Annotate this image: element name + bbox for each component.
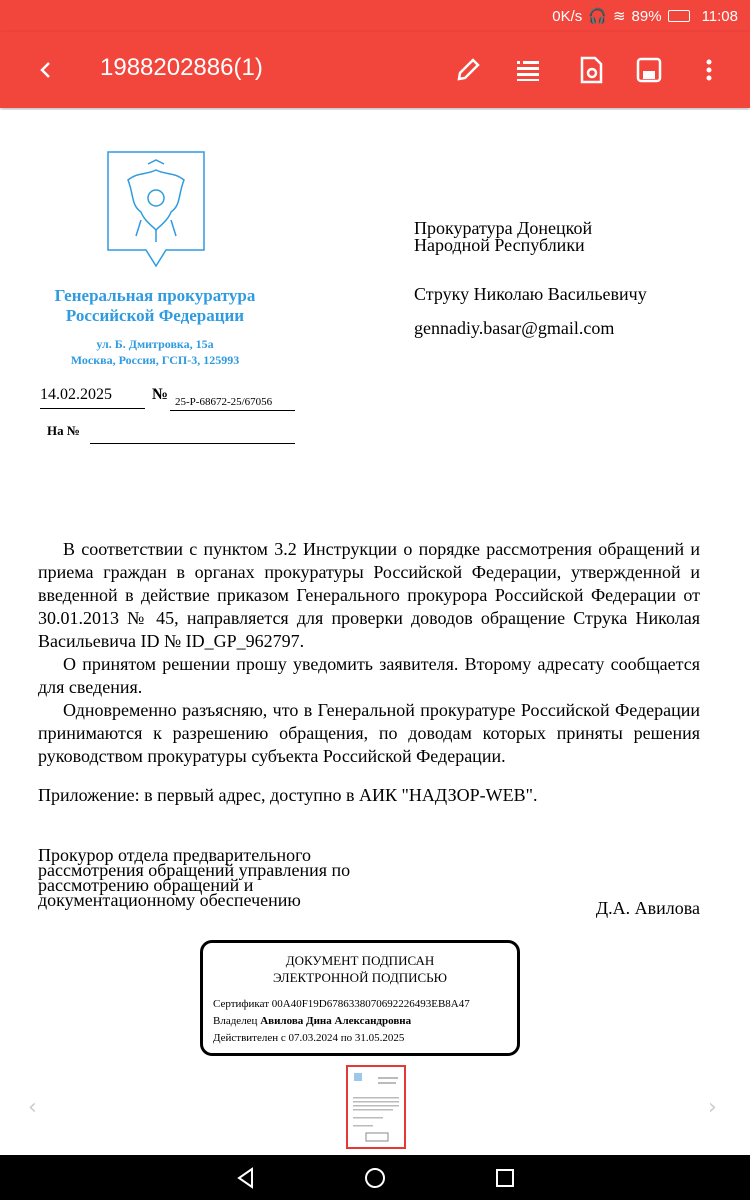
- org-name-line: Генеральная прокуратура: [54, 286, 256, 305]
- certificate-label: Сертификат: [213, 998, 269, 1010]
- signer-title-line: рассмотрения обращений управления по: [38, 860, 351, 880]
- org-address-line: Москва, Россия, ГСП-3, 125993: [70, 353, 240, 367]
- prev-page-icon[interactable]: ‹: [28, 1095, 37, 1120]
- coat-of-arms-icon: [106, 150, 206, 268]
- valid-to-label: по: [340, 1032, 353, 1044]
- org-address: [30, 336, 280, 368]
- nav-home-icon[interactable]: [360, 1163, 390, 1193]
- network-speed: 0K/s: [552, 7, 583, 25]
- signer-name: Д.А. Авилова: [595, 898, 700, 918]
- nav-back-icon[interactable]: [231, 1163, 261, 1193]
- document-title: 1988202886(1): [100, 54, 263, 81]
- recipient-org-line: Народной Республики: [414, 235, 585, 255]
- list-icon[interactable]: [512, 54, 544, 86]
- recipient-org: [414, 220, 592, 254]
- signer-title: [38, 845, 398, 910]
- e-signature-stamp: [200, 940, 520, 1056]
- signer-title-line: документационному обеспечению: [38, 890, 301, 910]
- clock: 11:08: [701, 7, 738, 25]
- page-thumbnail[interactable]: [346, 1065, 406, 1149]
- nav-recents-icon[interactable]: [490, 1163, 520, 1193]
- headphones-icon: 🎧: [588, 8, 607, 25]
- battery-icon: [668, 10, 690, 22]
- org-name-line: Российской Федерации: [65, 306, 245, 325]
- letter-body: [38, 538, 700, 768]
- body-paragraph: В соответствии с пунктом 3.2 Инструкции о порядке рассмотрения обращений и приема граждан в органах прокуратуры Российской Федерации, утвержденной и введенной в действие приказом Генерального прокурора Российской Федерации от 30.01.2013 № 45, направляется для проверки доводов обращение Струка Николая Васильевича ID № ID_GP_962797.: [38, 539, 700, 651]
- appendix: Приложение: в первый адрес, доступно в АИК "НАДЗОР-WEB".: [38, 785, 538, 805]
- signer-title-line: рассмотрению обращений и: [38, 875, 254, 895]
- number-sign: №: [152, 386, 169, 403]
- stamp-validity: [213, 1032, 404, 1044]
- date-underline: [40, 408, 145, 409]
- number-underline: [170, 410, 295, 411]
- stamp-title: ДОКУМЕНТ ПОДПИСАН: [285, 953, 435, 968]
- owner-label: Владелец: [213, 1015, 258, 1027]
- next-page-icon[interactable]: ›: [708, 1095, 717, 1120]
- reference-label: На №: [47, 423, 80, 438]
- system-nav-bar: [0, 1155, 750, 1200]
- save-icon[interactable]: [633, 54, 665, 86]
- reference-underline: [90, 443, 295, 444]
- edit-icon[interactable]: [452, 54, 484, 86]
- body-paragraph: Одновременно разъясняю, что в Генеральной прокуратуре Российской Федерации принимаются к разрешению обращения, по доводам которых приняты решения руководством прокуратуры субъекта Российской Федерации.: [38, 700, 700, 766]
- owner-value: Авилова Дина Александровна: [260, 1015, 412, 1027]
- page-settings-icon[interactable]: [575, 54, 607, 86]
- stamp-owner: [213, 1015, 411, 1027]
- body-paragraph: О принятом решении прошу уведомить заявителя. Второму адресату сообщается для сведения.: [38, 654, 700, 697]
- app-bar: [0, 32, 750, 108]
- more-icon[interactable]: [693, 54, 725, 86]
- recipient-email: gennadiy.basar@gmail.com: [414, 318, 615, 338]
- back-icon[interactable]: [30, 54, 62, 86]
- valid-label: Действителен с: [213, 1032, 286, 1044]
- stamp-certificate: [213, 998, 470, 1010]
- org-name: [30, 286, 280, 326]
- recipient-org-line: Прокуратура Донецкой: [414, 218, 593, 238]
- status-bar: [0, 0, 750, 32]
- battery-level: 89%: [631, 7, 662, 25]
- wifi-icon: ≋: [612, 8, 626, 25]
- org-address-line: ул. Б. Дмитровка, 15а: [96, 337, 214, 351]
- stamp-title: ЭЛЕКТРОННОЙ ПОДПИСЬЮ: [273, 970, 447, 985]
- document-page: [0, 110, 750, 1155]
- document-date: 14.02.2025: [40, 386, 112, 403]
- signer-title-line: Прокурор отдела предварительного: [38, 845, 312, 865]
- document-number: 25-Р-68672-25/67056: [175, 396, 273, 408]
- certificate-value: 00A40F19D6786338070692226493EB8A47: [271, 998, 470, 1010]
- valid-to: 31.05.2025: [354, 1032, 405, 1044]
- valid-from: 07.03.2024: [288, 1032, 339, 1044]
- recipient-name: Струку Николаю Васильевичу: [414, 284, 647, 304]
